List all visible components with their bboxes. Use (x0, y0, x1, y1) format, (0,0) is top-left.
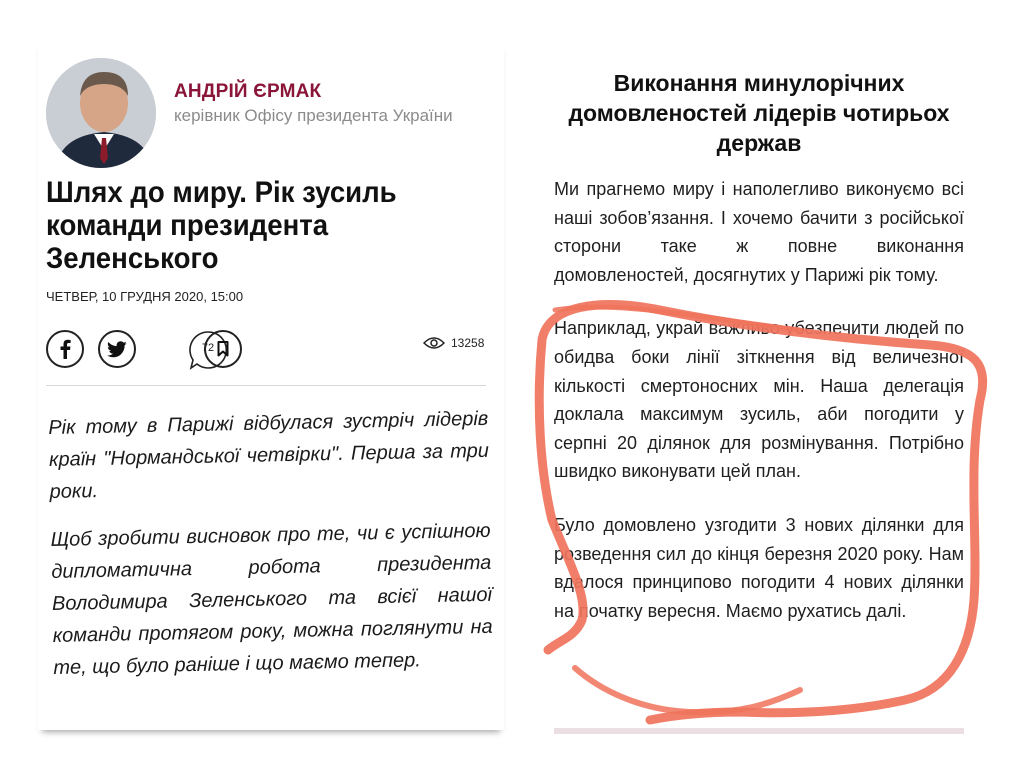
twitter-share-button[interactable] (98, 330, 136, 368)
right-article-excerpt (554, 0, 964, 781)
lead-paragraph-2: Щоб зробити висновок про те, чи є успішною дипломатична робота президента Володимира Зеленського та всієї нашої команди протягом року, можна поглянути на те, що було раніше і що маємо тепер. (50, 519, 493, 679)
author-avatar[interactable] (46, 58, 156, 168)
page-bottom-bar (554, 728, 964, 734)
left-article-card (38, 40, 504, 730)
body-paragraph-2: Наприклад, украй важливо убезпечити людей по обидва боки лінії зіткнення від величезної кількості смертоносних мін. Наша делегація доклала максимум зусиль, аби погодити у серпні 20 ділянок для розмінування. Потрібно швидко виконувати цей план. (554, 318, 964, 482)
eye-icon (423, 336, 445, 350)
body-paragraph-1: Ми прагнемо миру і наполегливо виконуємо всі наші зобов’язання. І хочемо бачити з російської сторони таке ж повне виконання домовленостей, досягнутих у Парижі рік тому. (554, 179, 964, 285)
author-name[interactable]: АНДРІЙ ЄРМАК (174, 81, 322, 102)
twitter-icon (107, 341, 127, 358)
article-headline: Шлях до миру. Рік зусиль команди президента Зеленського (46, 176, 397, 275)
section-body (554, 175, 964, 650)
article-lead (48, 403, 494, 700)
author-role: керівник Офісу президента України (174, 106, 453, 125)
body-paragraph-3: Було домовлено узгодити 3 нових ділянки для розведення сил до кінця березня 2020 року. Нам вдалося принципово погодити 4 нових ділянки на початку вересня. Маємо рухатись далі. (554, 514, 964, 621)
bookmark-icon (217, 341, 229, 357)
article-date: ЧЕТВЕР, 10 ГРУДНЯ 2020, 15:00 (46, 289, 244, 304)
views-count: 13258 (451, 336, 485, 350)
facebook-icon (58, 339, 72, 359)
facebook-share-button[interactable] (46, 330, 84, 368)
divider (46, 385, 486, 386)
section-title: Виконання минулорічних домовленостей лідерів чотирьох держав (568, 70, 950, 156)
bookmark-button[interactable] (204, 330, 242, 368)
author-photo (46, 58, 156, 168)
comments-count: 72 (201, 342, 215, 354)
lead-paragraph-1: Рік тому в Парижі відбулася зустріч лідерів країн "Нормандської четвірки". Перша за три роки. (48, 407, 490, 503)
